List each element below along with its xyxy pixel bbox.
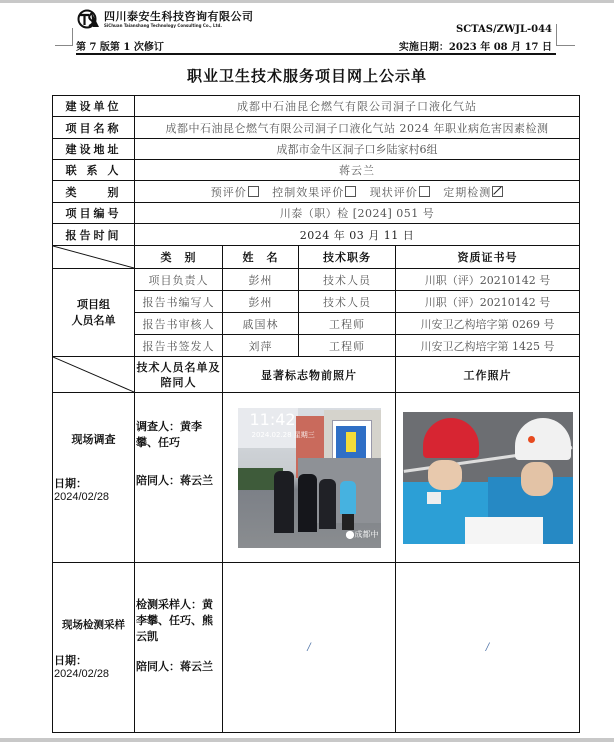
survey-stage: 现场调查 xyxy=(71,433,116,446)
notice-table xyxy=(52,95,580,733)
category-pre-eval: 预评价 xyxy=(211,186,259,199)
sampling-stage: 现场检测采样 xyxy=(62,619,125,631)
team-title: 工程师 xyxy=(299,313,396,335)
photo-header-staff: 技术人员名单及陪同人 xyxy=(135,357,223,393)
crop-mark xyxy=(556,24,557,46)
team-group-label: 项目组 人员名单 xyxy=(53,269,135,357)
photo-overlay-location: ⬤成都中 xyxy=(345,529,379,539)
crop-mark xyxy=(557,45,575,46)
company-logo xyxy=(76,9,254,29)
photo-overlay-date: 2024.02.28 星期三 xyxy=(251,430,315,439)
report-time-value: 2024 年 03 月 11 日 xyxy=(135,224,580,246)
crop-mark xyxy=(72,28,73,46)
photo-header-work: 工作照片 xyxy=(396,357,580,393)
team-header-cert: 资质证书号 xyxy=(396,246,580,269)
work-photo-cell xyxy=(396,393,580,563)
row-unit xyxy=(53,96,580,117)
number-value: 川泰（职）检 [2024] 051 号 xyxy=(135,203,580,224)
team-role: 报告书审核人 xyxy=(135,313,223,335)
report-time-label: 报告时间 xyxy=(53,224,135,246)
team-cert: 川职（评）20210142 号 xyxy=(396,291,580,313)
tsa-logo-icon xyxy=(76,9,100,29)
address-value: 成都市金牛区洞子口乡陆家村6组 xyxy=(135,139,580,160)
checkbox-icon xyxy=(419,186,430,197)
page-top-edge xyxy=(0,0,614,3)
header-divider xyxy=(76,53,556,55)
team-header-name: 姓 名 xyxy=(223,246,299,269)
survey-date: 2024/02/28 xyxy=(54,491,110,503)
category-control-eval: 控制效果评价 xyxy=(272,186,356,199)
diagonal-cell xyxy=(53,246,135,269)
survey-row xyxy=(53,393,580,563)
company-name-cn: 四川泰安生科技咨询有限公司 xyxy=(104,9,254,23)
checked-checkbox-icon xyxy=(492,186,503,197)
sampling-work-photo-empty: / xyxy=(396,563,580,733)
sampling-staff-cell xyxy=(135,563,223,733)
survey-companion: 陪同人：蒋云兰 xyxy=(136,474,213,487)
row-project xyxy=(53,117,580,139)
number-label: 项目编号 xyxy=(53,203,135,224)
survey-staff: 调查人：黄李攀、任巧 xyxy=(136,420,202,449)
team-header-title: 技术职务 xyxy=(299,246,396,269)
category-options xyxy=(135,181,580,203)
contact-value: 蒋云兰 xyxy=(135,160,580,181)
team-title: 技术人员 xyxy=(299,291,396,313)
category-status-eval: 现状评价 xyxy=(370,186,430,199)
landmark-photo-cell xyxy=(223,393,396,563)
team-name: 戚国林 xyxy=(223,313,299,335)
revision-label: 第 7 版第 1 次修订 xyxy=(76,42,164,53)
team-name: 彭州 xyxy=(223,291,299,313)
sampling-row xyxy=(53,563,580,733)
team-row xyxy=(53,269,580,291)
team-name: 刘萍 xyxy=(223,335,299,357)
team-cert: 川安卫乙构培字第 0269 号 xyxy=(396,313,580,335)
checkbox-icon xyxy=(345,186,356,197)
row-number xyxy=(53,203,580,224)
team-role: 报告书编写人 xyxy=(135,291,223,313)
sampling-landmark-photo-empty: / xyxy=(223,563,396,733)
doc-code: SCTAS/ZWJL-044 xyxy=(455,24,552,35)
page-title: 职业卫生技术服务项目网上公示单 xyxy=(186,67,427,85)
sampling-companion: 陪同人：蒋云兰 xyxy=(136,660,213,673)
contact-label: 联 系 人 xyxy=(53,160,135,181)
sampling-staff: 检测采样人：黄李攀、任巧、熊云凯 xyxy=(136,598,213,643)
survey-stage-cell xyxy=(53,393,135,563)
sampling-stage-cell xyxy=(53,563,135,733)
crop-mark xyxy=(55,45,73,46)
project-label: 项目名称 xyxy=(53,117,135,139)
location-pin-icon: ⬤ xyxy=(345,529,355,539)
effective-date: 实施日期：2023 年 08 月 17 日 xyxy=(398,42,552,53)
landmark-photo xyxy=(238,408,381,548)
team-name: 彭州 xyxy=(223,269,299,291)
survey-staff-cell xyxy=(135,393,223,563)
survey-date-label: 日期： xyxy=(54,477,87,490)
team-title: 技术人员 xyxy=(299,269,396,291)
team-role: 报告书签发人 xyxy=(135,335,223,357)
row-contact xyxy=(53,160,580,181)
address-label: 建设地址 xyxy=(53,139,135,160)
row-category xyxy=(53,181,580,203)
photo-overlay-time: 11:42 xyxy=(249,409,296,429)
checkbox-icon xyxy=(248,186,259,197)
team-header-row xyxy=(53,246,580,269)
sampling-date-label: 日期： xyxy=(54,654,87,667)
unit-label: 建设单位 xyxy=(53,96,135,117)
category-periodic-check: 定期检测 xyxy=(443,186,503,199)
row-address xyxy=(53,139,580,160)
sampling-date: 2024/02/28 xyxy=(54,668,110,680)
team-cert: 川安卫乙构培字第 1425 号 xyxy=(396,335,580,357)
unit-value: 成都中石油昆仑燃气有限公司洞子口液化气站 xyxy=(135,96,580,117)
company-name-en: SiChuan Taianshang Technology Consulting Co., Ltd. xyxy=(104,22,222,28)
photo-header-row xyxy=(53,357,580,393)
team-title: 工程师 xyxy=(299,335,396,357)
project-value: 成都中石油昆仑燃气有限公司洞子口液化气站 2024 年职业病危害因素检测 xyxy=(135,117,580,139)
page-bottom-edge xyxy=(0,738,614,742)
photo-header-landmark: 显著标志物前照片 xyxy=(223,357,396,393)
diagonal-cell xyxy=(53,357,135,393)
category-label: 类 别 xyxy=(53,181,135,203)
work-photo xyxy=(403,412,573,544)
row-report-time xyxy=(53,224,580,246)
team-header-role: 类 别 xyxy=(135,246,223,269)
team-cert: 川职（评）20210142 号 xyxy=(396,269,580,291)
team-role: 项目负责人 xyxy=(135,269,223,291)
